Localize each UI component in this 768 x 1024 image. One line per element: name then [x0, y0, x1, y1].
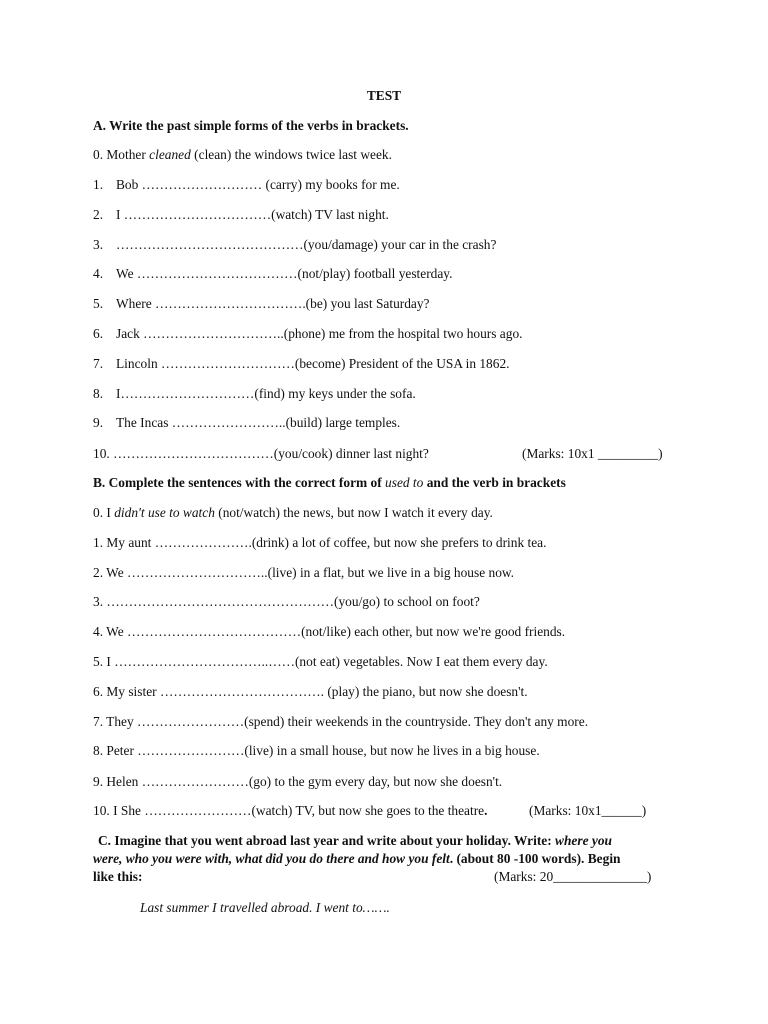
section-a-item [93, 415, 400, 431]
item-text: Bob ……………………… (carry) my books for me. [116, 177, 400, 192]
section-b-example [93, 505, 493, 521]
section-a-item [93, 266, 452, 282]
heading-suffix: . (about 80 -100 words). Begin [449, 851, 621, 866]
item-text: Where …………………………….(be) you last Saturday? [116, 296, 430, 311]
item-text: 10. I She ……………………(watch) TV, but now she goes to the theatre [93, 803, 485, 818]
section-b-item: 5. I ……………………………..……(not eat) vegetables. Now I eat them every day. [93, 654, 548, 669]
heading-prefix: C. Imagine that you went abroad last year and write about your holiday. Write: [98, 833, 556, 848]
item-number: 8. [93, 386, 104, 401]
section-a-heading: A. Write the past simple forms of the verbs in brackets. [93, 118, 409, 133]
example-suffix: (clean) the windows twice last week. [190, 147, 392, 162]
item-number: 4. [93, 266, 104, 281]
section-b-item: 4. We …………………………………(not/like) each other, but now we're good friends. [93, 624, 566, 639]
section-a-example [93, 147, 392, 163]
heading-suffix: and the verb in brackets [423, 475, 566, 490]
section-b-marks: (Marks: 10x1______) [529, 803, 647, 818]
heading-emphasis: were, who you were with, what did you do there and how you felt [93, 851, 450, 866]
item-text: I ……………………………(watch) TV last night. [116, 207, 389, 222]
item-period: . [484, 803, 488, 818]
example-prefix: 0. Mother [93, 147, 150, 162]
section-b-item: 9. Helen ……………………(go) to the gym every day, but now she doesn't. [93, 774, 503, 789]
item-number: 9. [93, 415, 104, 430]
section-a-item [93, 296, 430, 312]
item-number: 2. [93, 207, 104, 222]
example-suffix: (not/watch) the news, but now I watch it every day. [214, 505, 493, 520]
section-b-heading [93, 475, 566, 491]
item-text: Jack …………………………..(phone) me from the hospital two hours ago. [116, 326, 523, 341]
item-number: 5. [93, 296, 104, 311]
section-b-item: 7. They ……………………(spend) their weekends in the countryside. They don't any more. [93, 714, 589, 729]
section-c-heading-line1 [98, 833, 612, 849]
section-c-marks: (Marks: 20______________) [494, 869, 652, 884]
heading-emphasis: where you [555, 833, 612, 848]
section-a-item [93, 326, 523, 342]
section-c-prompt: Last summer I travelled abroad. I went to……. [140, 900, 390, 915]
item-text: Lincoln …………………………(become) President of the USA in 1862. [116, 356, 510, 371]
item-number: 3. [93, 237, 104, 252]
item-number: 6. [93, 326, 104, 341]
section-a-marks: (Marks: 10x1 _________) [522, 446, 663, 461]
item-number: 7. [93, 356, 104, 371]
item-text: ……………………………………(you/damage) your car in the crash? [116, 237, 497, 252]
example-prefix: 0. I [93, 505, 115, 520]
section-a-item [93, 207, 389, 223]
item-text: We ………………………………(not/play) football yesterday. [116, 266, 453, 281]
section-a-item [93, 386, 416, 402]
page-title: TEST [366, 88, 402, 103]
item-text: I…………………………(find) my keys under the sofa. [116, 386, 416, 401]
section-c-heading-line2 [93, 851, 621, 867]
example-answer: cleaned [149, 147, 191, 162]
section-b-item-last [93, 803, 487, 819]
section-a-item [93, 237, 496, 253]
example-answer: didn't use to watch [114, 505, 215, 520]
section-a-item [93, 356, 510, 372]
section-b-item: 6. My sister ………………………………. (play) the piano, but now she doesn't. [93, 684, 528, 699]
heading-emphasis: used to [385, 475, 424, 490]
section-b-item: 3. ……………………………………………(you/go) to school on foot? [93, 594, 480, 609]
item-text: The Incas ……………………..(build) large temples. [116, 415, 401, 430]
section-b-item: 1. My aunt ………………….(drink) a lot of coffee, but now she prefers to drink tea. [93, 535, 547, 550]
section-a-item [93, 177, 400, 193]
heading-prefix: B. Complete the sentences with the correct form of [93, 475, 386, 490]
section-a-item-last: 10. ………………………………(you/cook) dinner last night? [93, 446, 429, 461]
section-c-heading-line3: like this: [93, 869, 143, 884]
section-b-item: 2. We …………………………..(live) in a flat, but we live in a big house now. [93, 565, 515, 580]
section-b-item: 8. Peter ……………………(live) in a small house, but now he lives in a big house. [93, 743, 540, 758]
item-number: 1. [93, 177, 104, 192]
